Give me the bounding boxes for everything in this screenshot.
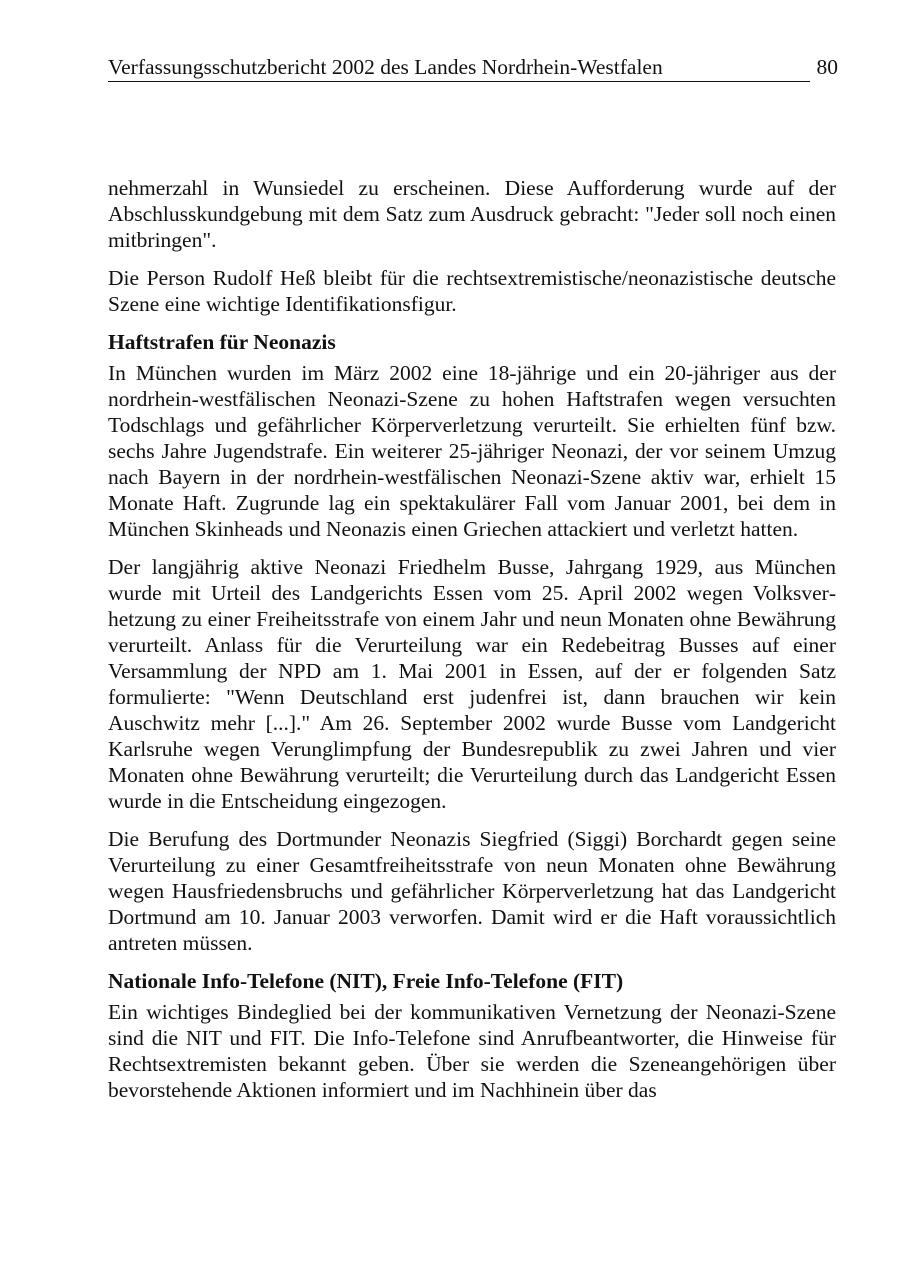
page-number: 80 — [816, 55, 838, 79]
page-header — [108, 52, 838, 82]
paragraph-busse: Der langjährig aktive Neonazi Friedhelm Busse, Jahrgang 1929, aus München wurde mit Urteil des Landgerichts Essen vom 25. April 2002 wegen Volksverhetzung zu einer Freiheitsstrafe von einem Jahr und neun Monaten ohne Bewährung verurteilt. Anlass für die Verurteilung war ein Redebeitrag Busses auf einer Versammlung der NPD am 1. Mai 2001 in Essen, auf der er folgenden Satz formulierte: "Wenn Deutschland erst judenfrei ist, dann brauchen wir kein Auschwitz mehr [...]." Am 26. September 2002 wurde Busse vom Landgericht Karlsruhe wegen Verunglimpfung der Bundesrepublik zu zwei Jahren und vier Monaten ohne Bewährung verurteilt; die Verurteilung durch das Landgericht Essen wurde in die Entscheidung eingezogen. — [108, 555, 836, 813]
paragraph-muenchen: In München wurden im März 2002 eine 18-jährige und ein 20-jähriger aus der nordrhein-westfälischen Neonazi-Szene zu hohen Haftstrafen wegen versuchten Todschlags und gefährlicher Körperverletzung verurteilt. Sie erhielten fünf bzw. sechs Jahre Jugendstrafe. Ein weiterer 25-jähriger Neonazi, der vor seinem Umzug nach Bayern in der nordrhein-westfälischen Neonazi-Szene aktiv war, erhielt 15 Monate Haft. Zugrunde lag ein spektakulärer Fall vom Januar 2001, bei dem in München Skinheads und Neonazis einen Griechen attackiert und verletzt hatten. — [108, 361, 836, 541]
running-header-title: Verfassungsschutzbericht 2002 des Landes Nordrhein-Westfalen — [108, 55, 663, 79]
paragraph-wunsiedel: nehmerzahl in Wunsiedel zu erscheinen. Diese Aufforderung wurde auf der Abschlusskundgebung mit dem Satz zum Ausdruck gebracht: "Jeder soll noch einen mitbringen". — [108, 176, 836, 252]
heading-haftstrafen: Haftstrafen für Neonazis — [108, 330, 336, 354]
paragraph-rudolf-hess: Die Person Rudolf Heß bleibt für die rechtsextremistische/neonazistische deutsche Szene eine wichtige Identifikationsfigur. — [108, 266, 836, 316]
paragraph-nit-fit: Ein wichtiges Bindeglied bei der kommunikativen Vernetzung der Neonazi-Szene sind die NIT und FIT. Die Info-Telefone sind Anrufbeantworter, die Hinweise für Rechtsextremisten bekannt geben. Über sie werden die Szeneangehörigen über bevorstehende Aktionen informiert und im Nachhinein über das — [108, 1000, 836, 1102]
paragraph-borchardt: Die Berufung des Dortmunder Neonazis Siegfried (Siggi) Borchardt gegen seine Verurteilung zu einer Gesamtfreiheitsstrafe von neun Monaten ohne Bewährung wegen Hausfriedensbruchs und gefährlicher Körperverletzung hat das Landgericht Dortmund am 10. Januar 2003 verworfen. Damit wird er die Haft voraussichtlich antreten müssen. — [108, 827, 836, 955]
heading-info-telefone: Nationale Info-Telefone (NIT), Freie Info-Telefone (FIT) — [108, 969, 624, 993]
page-body — [108, 175, 836, 1115]
header-rule — [108, 81, 810, 82]
